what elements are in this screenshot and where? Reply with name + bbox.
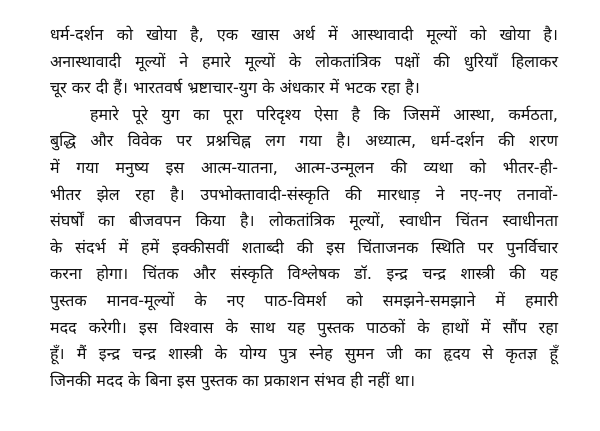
text-line: बुद्धि और विवेक पर प्रश्नचिह्न लग गया है। अध्यात्म, धर्म-दर्शन की शरण <box>50 131 558 151</box>
text-line: मदद करेगी। इस विश्वास के साथ यह पुस्तक पाठकों के हाथों में सौंप रहा <box>50 317 558 337</box>
text-line: के संदर्भ में हमें इक्कीसवीं शताब्दी की इस चिंताजनक स्थिति पर पुनर्विचार <box>50 237 558 257</box>
text-line: हूँ। मैं इन्द्र चन्द्र शास्त्री के योग्य पुत्र स्नेह सुमन जी का हृदय से कृतज्ञ हूँ <box>50 344 558 364</box>
text-line: हमारे पूरे युग का पूरा परिदृश्य ऐसा है कि जिसमें आस्था, कर्मठता, <box>90 104 558 124</box>
text-line: जिनकी मदद के बिना इस पुस्तक का प्रकाशन संभव ही नहीं था। <box>50 370 416 390</box>
paragraph-2 <box>50 102 558 395</box>
text-line: पुस्तक मानव-मूल्यों के नए पाठ-विमर्श को समझने-समझाने में हमारी <box>50 290 558 310</box>
text-line: धर्म-दर्शन को खोया है, एक खास अर्थ में आस्थावादी मूल्यों को खोया है। <box>50 25 558 44</box>
paragraph-1 <box>50 22 558 102</box>
text-line: करना होगा। चिंतक और संस्कृति विश्लेषक डॉ. इन्द्र चन्द्र शास्त्री की यह <box>50 264 558 284</box>
text-line: में गया मनुष्य इस आत्म-यातना, आत्म-उन्मूलन की व्यथा को भीतर-ही- <box>50 157 558 177</box>
text-line: भीतर झेल रहा है। उपभोक्तावादी-संस्कृति की मारधाड़ ने नए-नए तनावों- <box>50 184 558 204</box>
text-line: संघर्षों का बीजवपन किया है। लोकतांत्रिक मूल्यों, स्वाधीन चिंतन स्वाधीनता <box>50 211 558 231</box>
text-line: चूर कर दी हैं। भारतवर्ष भ्रष्टाचार-युग के अंधकार में भटक रहा है। <box>50 78 420 98</box>
text-line: अनास्थावादी मूल्यों ने हमारे मूल्यों के लोकतांत्रिक पक्षों की धुरियाँ हिलाकर <box>50 51 558 71</box>
document-page <box>50 22 558 394</box>
